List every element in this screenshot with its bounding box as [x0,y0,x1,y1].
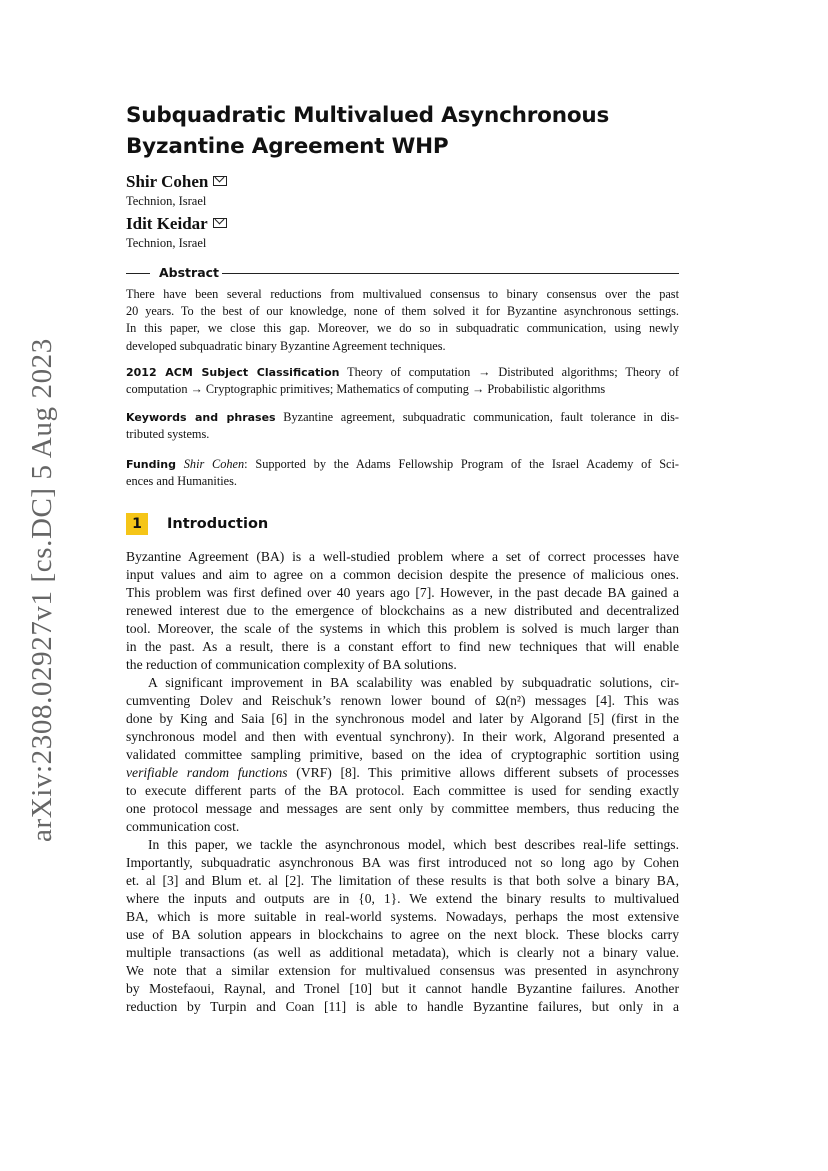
text-line: BA, which is more suitable in real-world systems. Nowadays, perhaps the most extensive [126,909,679,924]
intro-paragraph-2 [126,674,679,836]
text-line: in the past. As a result, there is a constant effort to find new techniques that will enable [126,639,679,654]
envelope-icon[interactable] [213,176,227,186]
text-line: reduction by Turpin and Coan [11] is able to handle Byzantine failures, but only in a [126,999,679,1014]
text-line: use of BA solution appears in blockchains to agree on the next block. These blocks carry [126,927,679,942]
text-line: renewed interest due to the emergence of blockchains as a new distributed and decentralized [126,603,679,618]
intro-paragraph-3 [126,836,679,1016]
text-line: synchronous model and then with eventual synchrony). In their work, Algorand presented a [126,729,679,744]
text-line: communication cost. [126,819,240,834]
text-line: et. al [3] and Blum et. al [2]. The limitation of these results is that both solve a binary BA, [126,873,679,888]
keywords-label: Keywords and phrases [126,411,276,424]
text-line: input values and aim to agree on a common decision despite the presence of malicious ones. [126,567,679,582]
arxiv-identifier: arXiv:2308.02927v1 [cs.DC] 5 Aug 2023 [26,338,58,842]
text-line: Funding Shir Cohen: Supported by the Adams Fellowship Program of the Israel Academy of Sci- [126,457,679,471]
funding-recipient: Shir Cohen [183,457,245,471]
vrf-term: verifiable random functions [126,765,288,780]
text-line: where the inputs and outputs are in {0, 1}. We extend the binary results to multivalued [126,891,679,906]
text-line: cumventing Dolev and Reischuk’s renown lower bound of Ω(n²) messages [4]. This was [126,693,679,708]
section-title: Introduction [167,516,269,532]
text-line: Keywords and phrases Byzantine agreement, subquadratic communication, fault tolerance in dis- [126,410,680,424]
text-line: 20 years. To the best of our knowledge, none of them solved it for Byzantine asynchronous settings. [126,304,679,319]
author-name: Shir Cohen [126,172,227,192]
text-line: developed subquadratic binary Byzantine Agreement techniques. [126,338,446,353]
paper-title [126,100,686,162]
section-number-badge: 1 [126,513,148,535]
keywords [126,409,679,443]
text-line: Byzantine Agreement (BA) is a well-studied problem where a set of correct processes have [126,549,679,564]
text-line: multiple transactions (as well as additional metadata), which is clearly not a binary value. [126,945,679,960]
acm-label: 2012 ACM Subject Classification [126,366,340,379]
text-line: ences and Humanities. [126,474,237,489]
intro-paragraph-1 [126,548,679,674]
author-name: Idit Keidar [126,214,227,234]
text-line: verifiable random functions (VRF) [8]. This primitive allows different subsets of processes [126,765,679,780]
text-line: There have been several reductions from multivalued consensus to binary consensus over the past [126,287,679,301]
text-line: the reduction of communication complexity of BA solutions. [126,657,457,672]
acm-classification [126,364,679,398]
author-block [126,214,227,252]
abstract-label: Abstract [159,265,220,280]
text-line: tool. Moreover, the scale of the systems in which this problem is solved is much larger than [126,621,679,636]
text-line: 2012 ACM Subject Classification Theory of computation → Distributed algorithms; Theory of [126,365,680,379]
text-line: We note that a similar extension for multivalued consensus was presented in asynchrony [126,963,679,978]
text-line: tributed systems. [126,427,210,442]
abstract-heading [126,264,679,282]
text-line: computation → Cryptographic primitives; Mathematics of computing → Probabilistic algorithms [126,382,606,397]
text-line: to execute different parts of the BA protocol. Each committee is used for sending exactly [126,783,679,798]
rule-divider [222,273,679,274]
envelope-icon[interactable] [213,218,227,228]
text-line: A significant improvement in BA scalability was enabled by subquadratic solutions, cir- [148,675,679,690]
title-line: Byzantine Agreement WHP [126,134,449,159]
text-line: one protocol message and messages are sent only by committee members, thus reducing the [126,801,679,816]
author-affiliation: Technion, Israel [126,194,207,208]
text-line: In this paper, we tackle the asynchronous model, which best describes real-life settings. [148,837,679,852]
text-line: by Mostefaoui, Raynal, and Tronel [10] but it cannot handle Byzantine failures. Another [126,981,679,996]
text-line: Importantly, subquadratic asynchronous BA was first introduced not so long ago by Cohen [126,855,679,870]
funding [126,456,679,490]
text-line: In this paper, we close this gap. Moreover, we do so in subquadratic communication, using newly [126,321,679,336]
title-line: Subquadratic Multivalued Asynchronous [126,103,610,128]
author-block [126,172,227,210]
text-line: This problem was first defined over 40 years ago [7]. However, in the past decade BA gained a [126,585,679,600]
author-affiliation: Technion, Israel [126,236,207,250]
text-line: validated committee sampling primitive, based on the idea of cryptographic sortition using [126,747,679,762]
abstract-text [126,286,679,355]
funding-label: Funding [126,458,176,471]
text-line: done by King and Saia [6] in the synchronous model and later by Algorand [5] (first in the [126,711,679,726]
rule-divider [126,273,150,274]
